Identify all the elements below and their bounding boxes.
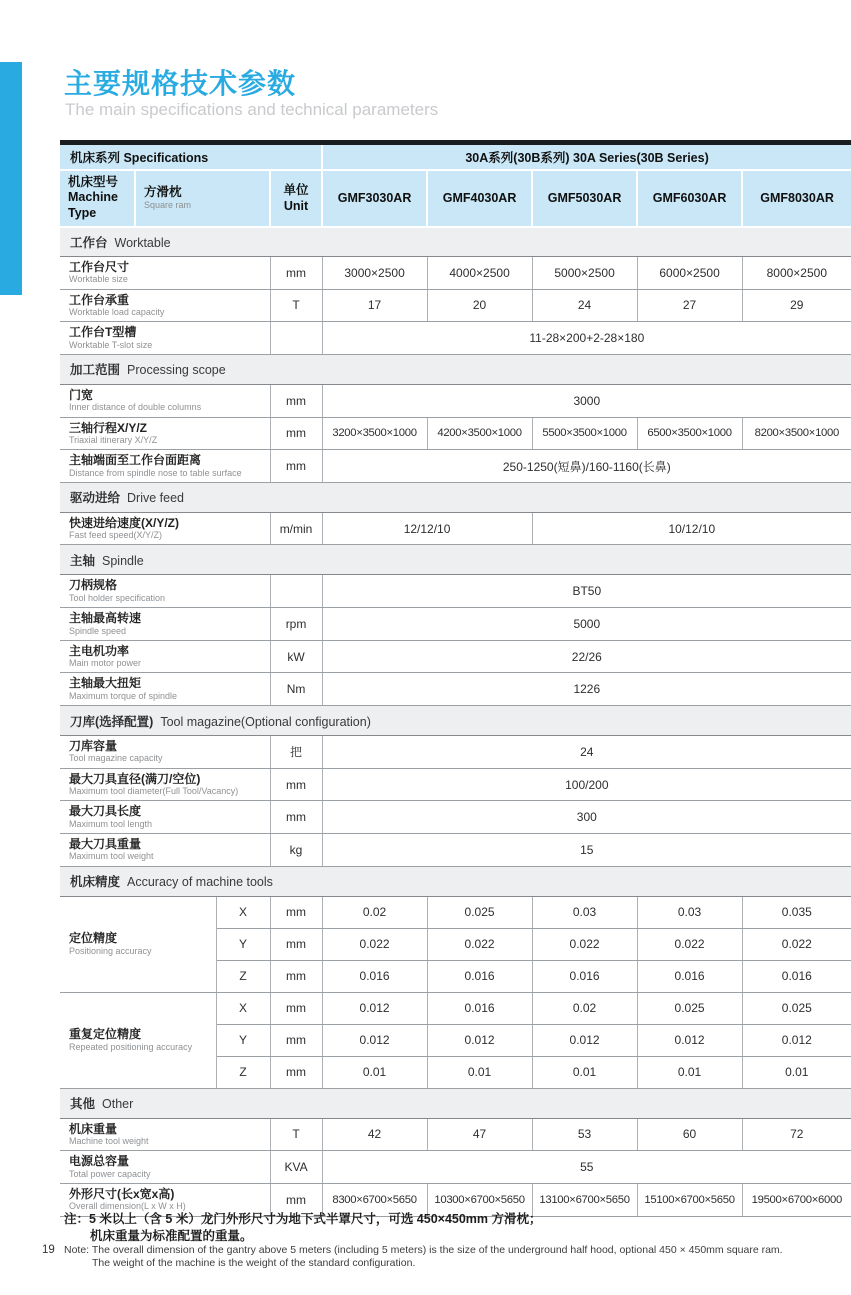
value-cell: 55 [322, 1151, 851, 1184]
section-title-cn: 加工范围 [70, 363, 121, 378]
row-label [60, 801, 270, 834]
row-label-cn: 定位精度 [69, 931, 118, 946]
unit-header-cn: 单位 [283, 182, 309, 197]
value-cell: 0.012 [322, 1024, 427, 1056]
value-cell: 3000×2500 [322, 257, 427, 290]
value-cell: 15 [322, 833, 851, 866]
unit-header [270, 170, 322, 227]
row-label [60, 992, 216, 1088]
series-header-row [60, 143, 851, 170]
row-label [60, 1118, 270, 1151]
value-cell: 20 [427, 289, 532, 322]
value-cell: 0.016 [637, 960, 742, 992]
row-label-en: Inner distance of double columns [69, 402, 202, 413]
row-label-cn: 快速进给速度(X/Y/Z) [69, 515, 179, 530]
value-cell: 5000×2500 [532, 257, 637, 290]
section-band [60, 545, 851, 575]
value-cell: 24 [322, 736, 851, 769]
section-band [60, 482, 851, 512]
axis-cell: Z [216, 1056, 270, 1088]
axis-cell: X [216, 896, 270, 928]
value-cell: 100/200 [322, 768, 851, 801]
value-cell: 0.022 [532, 928, 637, 960]
value-cell: 0.01 [322, 1056, 427, 1088]
value-cell: 0.016 [322, 960, 427, 992]
section-title-cn: 刀库(选择配置) [70, 714, 154, 729]
row-label-cn: 主电机功率 [69, 643, 130, 658]
table-row [60, 575, 851, 608]
unit-cell: mm [270, 417, 322, 450]
footnote-cn-line2: 机床重量为标准配置的重量。 [90, 1228, 253, 1243]
row-label-cn: 工作台承重 [69, 292, 130, 307]
section-band-row [60, 1088, 851, 1118]
value-cell: 0.025 [427, 896, 532, 928]
unit-cell: mm [270, 1056, 322, 1088]
value-cell: 0.03 [637, 896, 742, 928]
section-title-en: Accuracy of machine tools [127, 875, 273, 890]
model-header-row [60, 170, 851, 227]
unit-cell: mm [270, 801, 322, 834]
section-band [60, 866, 851, 896]
unit-cell: KVA [270, 1151, 322, 1184]
value-cell: 3200×3500×1000 [322, 417, 427, 450]
value-cell: 6000×2500 [637, 257, 742, 290]
row-label-en: Maximum tool diameter(Full Tool/Vacancy) [69, 786, 239, 797]
unit-cell [270, 575, 322, 608]
table-row [60, 640, 851, 673]
table-row [60, 417, 851, 450]
value-cell: 53 [532, 1118, 637, 1151]
value-cell: BT50 [322, 575, 851, 608]
table-row [60, 736, 851, 769]
row-label [60, 896, 216, 992]
table-row [60, 322, 851, 355]
value-cell: 17 [322, 289, 427, 322]
footnote-cn-line1: 注：5 米以上（含 5 米）龙门外形尺寸为地下式半罩尺寸，可选 450×450mm 方滑枕； [64, 1212, 542, 1226]
row-label-cn: 刀柄规格 [69, 578, 118, 593]
machine-type-cn: 机床型号 [68, 174, 119, 189]
row-label-en: Maximum torque of spindle [69, 690, 178, 701]
row-label [60, 575, 270, 608]
row-label-en: Machine tool weight [69, 1136, 149, 1146]
table-row [60, 257, 851, 290]
machine-type-en: Machine Type [68, 190, 119, 220]
value-cell: 0.01 [427, 1056, 532, 1088]
value-cell: 0.01 [637, 1056, 742, 1088]
series-header-value: 30A系列(30B系列) 30A Series(30B Series) [322, 143, 851, 170]
value-cell: 5000 [322, 608, 851, 641]
row-label-en: Worktable T-slot size [69, 339, 153, 350]
value-cell: 47 [427, 1118, 532, 1151]
row-label-cn: 最大刀具重量 [69, 836, 142, 851]
table-row [60, 384, 851, 417]
unit-cell [270, 322, 322, 355]
value-cell: 0.01 [742, 1056, 851, 1088]
unit-cell: mm [270, 896, 322, 928]
row-label-cn: 工作台尺寸 [69, 260, 130, 274]
value-cell: 8300×6700×5650 [322, 1183, 427, 1216]
row-label-en: Distance from spindle nose to table surface [69, 467, 242, 478]
model-header-gmf5030ar: GMF5030AR [532, 170, 637, 227]
row-label [60, 640, 270, 673]
row-label-cn: 电源总容量 [69, 1154, 130, 1169]
row-label [60, 673, 270, 706]
row-label [60, 417, 270, 450]
value-cell: 24 [532, 289, 637, 322]
section-band [60, 227, 851, 257]
row-label [60, 450, 270, 483]
row-label-en: Triaxial itinerary X/Y/Z [69, 434, 158, 445]
value-cell: 10300×6700×5650 [427, 1183, 532, 1216]
unit-cell: T [270, 1118, 322, 1151]
value-cell: 0.016 [427, 992, 532, 1024]
unit-cell: kg [270, 833, 322, 866]
table-row [60, 289, 851, 322]
value-cell: 4200×3500×1000 [427, 417, 532, 450]
row-label [60, 322, 270, 355]
row-label-en: Worktable load capacity [69, 307, 165, 318]
row-label-en: Worktable size [69, 274, 128, 285]
section-title-cn: 其他 [70, 1097, 96, 1112]
row-label-en: Positioning accuracy [69, 945, 152, 956]
value-cell: 3000 [322, 384, 851, 417]
value-cell: 0.016 [742, 960, 851, 992]
value-cell: 22/26 [322, 640, 851, 673]
table-row [60, 1118, 851, 1151]
row-label-en: Tool magazine capacity [69, 753, 163, 764]
value-cell: 42 [322, 1118, 427, 1151]
unit-cell: rpm [270, 608, 322, 641]
row-label-cn: 刀库容量 [69, 739, 118, 754]
unit-cell: 把 [270, 736, 322, 769]
section-band [60, 1088, 851, 1118]
footnote-en-line1: Note: The overall dimension of the gantry above 5 meters (including 5 meters) is the size of the underground half hood, optional 450 × 450mm square ram. [64, 1244, 783, 1256]
square-ram-header [135, 170, 270, 227]
value-cell: 8200×3500×1000 [742, 417, 851, 450]
row-label-en: Maximum tool length [69, 818, 153, 829]
unit-cell: kW [270, 640, 322, 673]
table-row [60, 896, 851, 928]
value-cell: 0.022 [742, 928, 851, 960]
table-row [60, 512, 851, 545]
section-title-en: Tool magazine(Optional configuration) [160, 714, 371, 729]
row-label-cn: 主轴最大扭矩 [69, 676, 142, 691]
section-band-row [60, 545, 851, 575]
unit-cell: T [270, 289, 322, 322]
row-label [60, 289, 270, 322]
row-label-en: Tool holder specification [69, 592, 166, 603]
unit-cell: mm [270, 960, 322, 992]
value-cell: 19500×6700×6000 [742, 1183, 851, 1216]
spec-table-body [60, 143, 851, 1217]
footnotes [64, 1211, 846, 1271]
square-ram-en: Square ram [144, 200, 192, 211]
value-cell: 29 [742, 289, 851, 322]
table-row [60, 450, 851, 483]
unit-cell: mm [270, 1024, 322, 1056]
row-label-en: Overall dimension(L x W x H) [69, 1201, 186, 1212]
row-label [60, 768, 270, 801]
section-band-row [60, 482, 851, 512]
row-label [60, 736, 270, 769]
value-cell: 8000×2500 [742, 257, 851, 290]
row-label-cn: 重复定位精度 [69, 1027, 142, 1042]
row-label-cn: 工作台T型槽 [69, 325, 137, 340]
row-label-cn: 门宽 [69, 387, 94, 402]
row-label-cn: 三轴行程X/Y/Z [69, 420, 148, 435]
page-number: 19 [42, 1244, 55, 1256]
section-band [60, 354, 851, 384]
value-cell: 0.012 [532, 1024, 637, 1056]
axis-cell: X [216, 992, 270, 1024]
row-label [60, 833, 270, 866]
section-title-en: Spindle [102, 553, 144, 568]
section-band-row [60, 227, 851, 257]
machine-type-header [60, 170, 135, 227]
value-cell: 13100×6700×5650 [532, 1183, 637, 1216]
unit-cell: mm [270, 1183, 322, 1216]
section-title-cn: 机床精度 [70, 875, 121, 890]
square-ram-cn: 方滑枕 [144, 184, 182, 199]
row-label [60, 1151, 270, 1184]
row-label-en: Spindle speed [69, 625, 127, 636]
page-title: 主要规格技术参数 [64, 68, 297, 99]
row-label-en: Maximum tool weight [69, 851, 154, 862]
row-label [60, 512, 270, 545]
value-cell: 15100×6700×5650 [637, 1183, 742, 1216]
value-cell: 1226 [322, 673, 851, 706]
value-cell: 0.02 [532, 992, 637, 1024]
value-cell: 0.035 [742, 896, 851, 928]
unit-cell: mm [270, 928, 322, 960]
value-cell: 0.016 [427, 960, 532, 992]
row-label-cn: 最大刀具直径(满刀/空位) [69, 771, 201, 786]
row-label-cn: 主轴最高转速 [69, 611, 142, 626]
value-cell: 5500×3500×1000 [532, 417, 637, 450]
value-cell: 0.022 [322, 928, 427, 960]
unit-cell: mm [270, 992, 322, 1024]
page-subtitle: The main specifications and technical parameters [65, 100, 439, 119]
section-band-row [60, 866, 851, 896]
section-band [60, 706, 851, 736]
section-title-cn: 驱动进给 [70, 491, 121, 506]
unit-cell: Nm [270, 673, 322, 706]
row-label-cn: 外形尺寸(长x宽x高) [69, 1186, 175, 1201]
value-cell: 4000×2500 [427, 257, 532, 290]
section-title-en: Other [102, 1097, 134, 1112]
axis-cell: Y [216, 928, 270, 960]
footnote-en-line2: The weight of the machine is the weight of the standard configuration. [92, 1257, 416, 1270]
value-cell: 10/12/10 [532, 512, 851, 545]
section-band-row [60, 706, 851, 736]
table-row [60, 992, 851, 1024]
row-label-en: Main motor power [69, 658, 142, 669]
series-header-label: 机床系列 Specifications [60, 143, 322, 170]
value-cell: 60 [637, 1118, 742, 1151]
section-band-row [60, 354, 851, 384]
value-cell: 0.012 [742, 1024, 851, 1056]
value-cell: 27 [637, 289, 742, 322]
row-label [60, 257, 270, 290]
unit-header-en: Unit [283, 199, 309, 213]
row-label-en: Total power capacity [69, 1168, 151, 1179]
model-header-gmf6030ar: GMF6030AR [637, 170, 742, 227]
model-header-gmf4030ar: GMF4030AR [427, 170, 532, 227]
table-row [60, 673, 851, 706]
value-cell: 0.012 [322, 992, 427, 1024]
unit-cell: mm [270, 384, 322, 417]
row-label-cn: 主轴端面至工作台面距离 [69, 453, 202, 468]
axis-cell: Z [216, 960, 270, 992]
section-title-cn: 工作台 [70, 235, 108, 250]
model-header-gmf8030ar: GMF8030AR [742, 170, 851, 227]
table-row [60, 768, 851, 801]
row-label-en: Repeated positioning accuracy [69, 1041, 193, 1052]
row-label-en: Fast feed speed(X/Y/Z) [69, 530, 163, 541]
value-cell: 250-1250(短鼻)/160-1160(长鼻) [322, 450, 851, 483]
unit-cell: mm [270, 257, 322, 290]
value-cell: 12/12/10 [322, 512, 532, 545]
section-title-en: Worktable [114, 235, 171, 250]
value-cell: 72 [742, 1118, 851, 1151]
value-cell: 300 [322, 801, 851, 834]
table-row [60, 833, 851, 866]
value-cell: 0.025 [637, 992, 742, 1024]
value-cell: 0.016 [532, 960, 637, 992]
table-row [60, 1151, 851, 1184]
value-cell: 0.03 [532, 896, 637, 928]
model-header-gmf3030ar: GMF3030AR [322, 170, 427, 227]
value-cell: 0.01 [532, 1056, 637, 1088]
value-cell: 0.012 [637, 1024, 742, 1056]
axis-cell: Y [216, 1024, 270, 1056]
row-label-cn: 最大刀具长度 [69, 804, 142, 819]
unit-cell: m/min [270, 512, 322, 545]
left-accent-bar [0, 62, 22, 295]
value-cell: 0.012 [427, 1024, 532, 1056]
section-title-cn: 主轴 [70, 553, 96, 568]
section-title-en: Drive feed [127, 491, 184, 506]
value-cell: 0.022 [427, 928, 532, 960]
section-title-en: Processing scope [127, 363, 226, 378]
value-cell: 11-28×200+2-28×180 [322, 322, 851, 355]
row-label [60, 608, 270, 641]
table-row [60, 608, 851, 641]
value-cell: 0.02 [322, 896, 427, 928]
value-cell: 0.022 [637, 928, 742, 960]
unit-cell: mm [270, 768, 322, 801]
value-cell: 0.025 [742, 992, 851, 1024]
value-cell: 6500×3500×1000 [637, 417, 742, 450]
row-label [60, 384, 270, 417]
table-row [60, 801, 851, 834]
unit-cell: mm [270, 450, 322, 483]
row-label-cn: 机床重量 [69, 1121, 118, 1136]
spec-table [60, 140, 851, 1217]
